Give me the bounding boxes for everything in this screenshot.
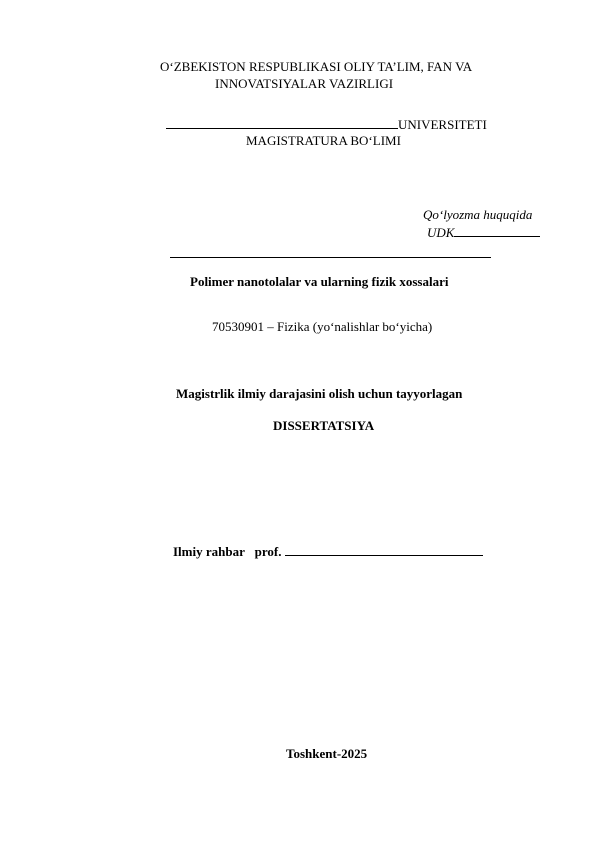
specialty-code: 70530901 – Fizika (yo‘nalishlar bo‘yicha) <box>212 319 433 334</box>
university-line <box>166 116 487 133</box>
supervisor-line <box>173 543 483 560</box>
manuscript-rights-label: Qo‘lyozma huquqida <box>423 207 533 222</box>
ministry-name-line2: INNOVATSIYALAR VAZIRLIGI <box>215 76 394 91</box>
university-name-blank <box>166 116 398 129</box>
title-separator-rule <box>170 257 491 258</box>
udk-label: UDK <box>427 225 455 240</box>
university-suffix: UNIVERSITETI <box>398 117 487 132</box>
place-and-year: Toshkent-2025 <box>286 746 368 761</box>
supervisor-title: prof. <box>254 544 282 559</box>
udk-line <box>427 224 540 241</box>
ministry-name-line1: O‘ZBEKISTON RESPUBLIKASI OLIY TA’LIM, FAN VA <box>160 59 473 74</box>
thesis-type: DISSERTATSIYA <box>273 418 375 433</box>
thesis-title: Polimer nanotolalar va ularning fizik xossalari <box>190 274 449 289</box>
supervisor-name-blank <box>285 543 483 556</box>
thesis-purpose: Magistrlik ilmiy darajasini olish uchun tayyorlagan <box>176 386 463 401</box>
udk-blank <box>454 224 540 237</box>
department-name: MAGISTRATURA BO‘LIMI <box>246 133 401 148</box>
supervisor-label: Ilmiy rahbar <box>173 544 245 559</box>
